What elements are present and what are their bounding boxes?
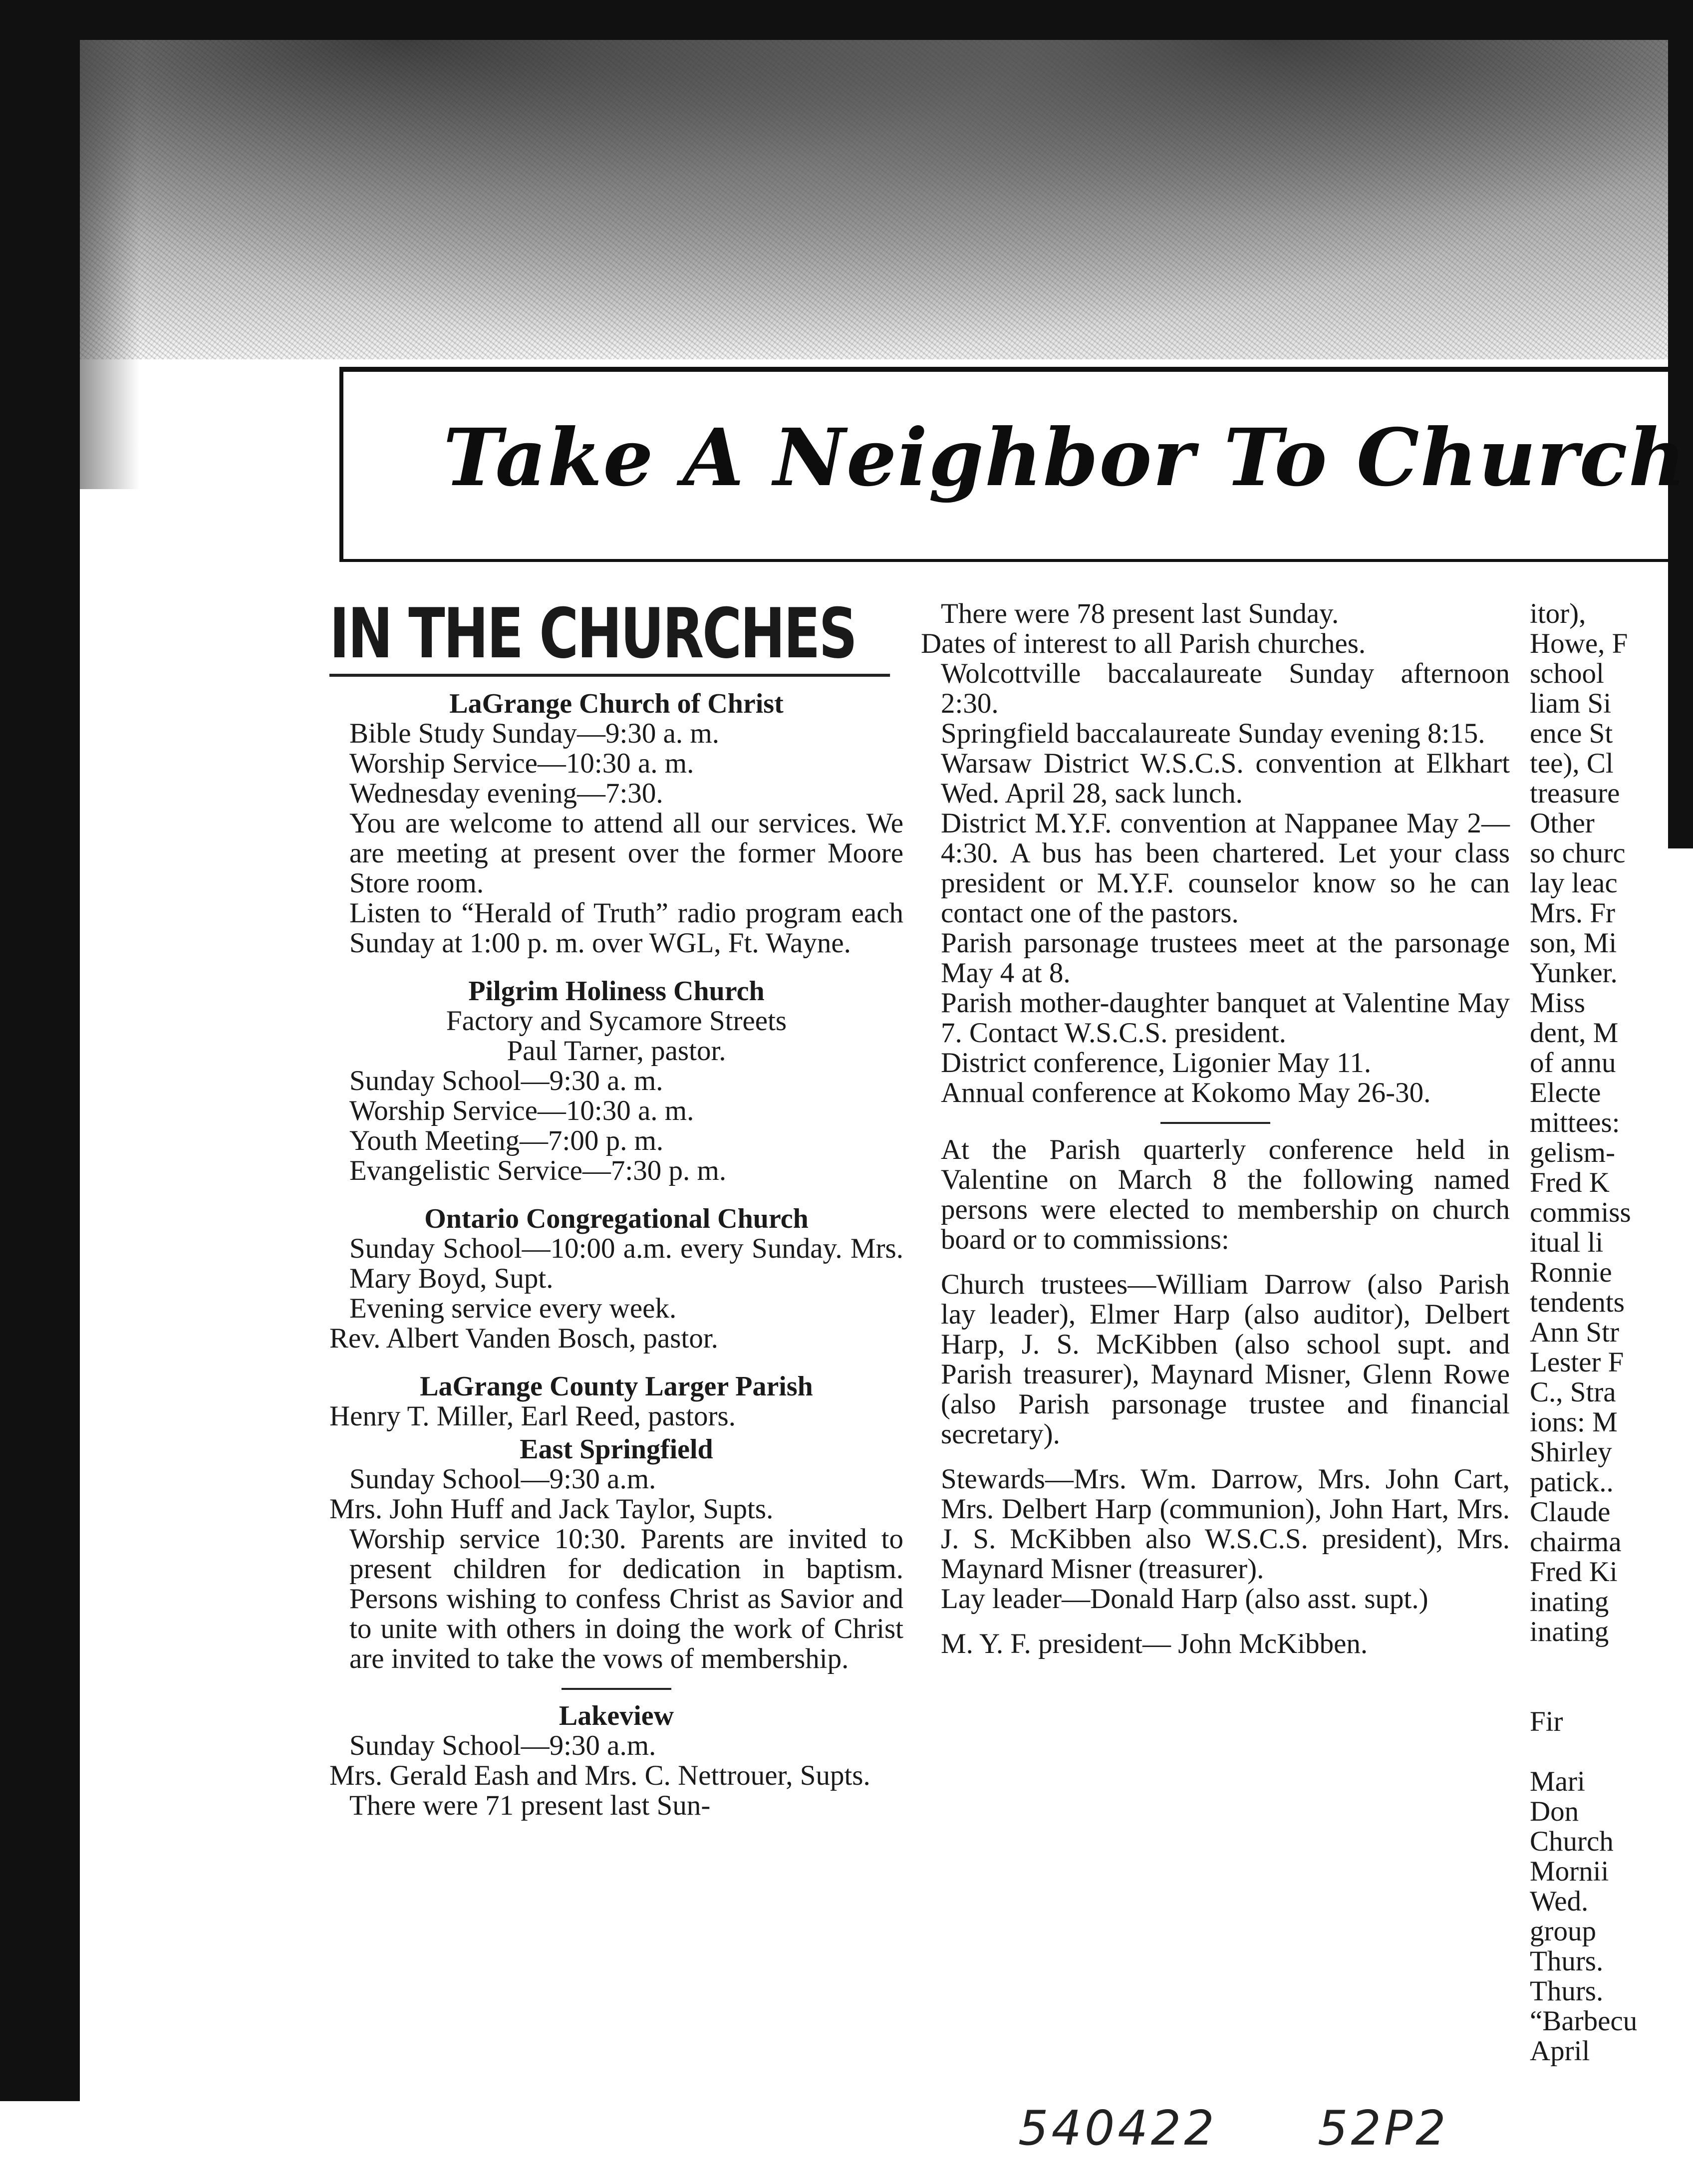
paragraph: At the Parish quarterly conference held in Valentine on March 8 the following named persons were elected to membership on church board or to commissions: [941,1134,1510,1255]
cut-line: so churc [1530,838,1626,868]
section-heading: IN THE CHURCHES [329,599,890,677]
service-line: Worship Service—10:30 a. m. [349,749,694,779]
cut-line: inating [1530,1587,1609,1617]
column-3 [1530,599,1693,2096]
church-name: LaGrange County Larger Parish [420,1371,813,1402]
cut-line: ence St [1530,719,1613,749]
cut-line [1530,1677,1693,1707]
paragraph: Lay leader—Donald Harp (also asst. supt.) [941,1583,1428,1615]
cut-line: Mrs. Fr [1530,898,1616,928]
service-line: Bible Study Sunday—9:30 a. m. [349,719,719,749]
paragraph: Worship service 10:30. Parents are invited to present children for dedication in baptism. Persons wishing to confess Christ as Savior and to unite with others in doing the work of Christ are invited to take the vows of membership. [349,1523,903,1674]
cut-line: Shirley [1530,1437,1612,1467]
church-pastor: Rev. Albert Vanden Bosch, pastor. [329,1324,718,1354]
paragraph: Parish parsonage trustees meet at the parsonage May 4 at 8. [941,927,1510,989]
paragraph: There were 78 present last Sunday. [941,598,1339,629]
paragraph: Mrs. Gerald Eash and Mrs. C. Nettrouer, Supts. [329,1760,870,1791]
church-address: Factory and Sycamore Streets [446,1005,787,1037]
paragraph: District conference, Ligonier May 11. [941,1047,1372,1079]
paragraph: Mrs. John Huff and Jack Taylor, Supts. [329,1493,774,1525]
cut-line: Fred Ki [1530,1557,1618,1587]
scan-noise [80,40,1668,359]
church-name: Lakeview [559,1700,674,1731]
cut-line: Mari [1530,1767,1585,1797]
column-2 [921,599,1510,1659]
paragraph: Stewards—Mrs. Wm. Darrow, Mrs. John Cart, Mrs. Delbert Harp (communion), John Hart, Mrs. J. S. McKibben also W.S.C.S. president), Mrs. Maynard Misner (treasurer). [941,1463,1510,1585]
cut-line: tendents [1530,1288,1625,1318]
banner-title: Take A Neighbor To Church [443,412,1687,504]
cut-line: mittees: [1530,1108,1620,1138]
cut-line: gelism- [1530,1138,1615,1168]
cut-line [1530,1647,1693,1677]
cut-line: Thurs. [1530,1976,1604,2006]
church-name: Ontario Congregational Church [424,1203,809,1234]
cut-line: Fred K [1530,1168,1610,1198]
cut-line: group [1530,1916,1596,1946]
cut-line: Ann Str [1530,1318,1619,1348]
paragraph: Springfield baccalaureate Sunday evening 8:15. [941,718,1485,749]
service-line: Wednesday evening—7:30. [349,779,663,809]
cut-line: Thurs. [1530,1946,1604,1976]
paragraph: Dates of interest to all Parish churches. [921,628,1366,659]
cut-line: Wed. [1530,1887,1589,1916]
paragraph: M. Y. F. president— John McKibben. [941,1628,1368,1659]
cut-line: Claude [1530,1497,1611,1527]
paragraph: Listen to “Herald of Truth” radio program each Sunday at 1:00 p. m. over WGL, Ft. Wayne. [349,897,903,959]
cut-line: school [1530,659,1604,689]
paragraph: Annual conference at Kokomo May 26-30. [941,1077,1431,1108]
cut-line: Church [1530,1827,1614,1857]
paragraph: Warsaw District W.S.C.S. convention at Elkhart Wed. April 28, sack lunch. [941,748,1510,809]
service-line: Sunday School—9:30 a.m. [349,1731,656,1761]
cut-line: Electe [1530,1078,1601,1108]
paragraph-cut: There were 71 present last Sun- [349,1791,711,1821]
cut-line: ions: M [1530,1407,1618,1437]
scan-border-left [0,0,80,2101]
sub-heading: East Springfield [520,1434,713,1465]
church-name: Pilgrim Holiness Church [468,976,765,1007]
service-line: Sunday School—9:30 a. m. [349,1066,663,1096]
cut-line: Fir [1530,1707,1563,1737]
paragraph: Church trustees—William Darrow (also Parish lay leader), Elmer Harp (also auditor), Delbert Harp, J. S. McKibben (also school supt. and Parish treasurer), Maynard Misner, Glenn Rowe (also Parish parsonage trustee and financial secretary). [941,1269,1510,1450]
cut-line [1530,1737,1693,1767]
paragraph: Wolcottville baccalaureate Sunday afternoon 2:30. [941,658,1510,719]
cut-line: chairma [1530,1527,1622,1557]
church-pastor: Henry T. Miller, Earl Reed, pastors. [329,1401,736,1431]
scan-border-top [80,0,1693,40]
cut-line: tee), Cl [1530,749,1614,779]
cut-line: dent, M [1530,1018,1619,1048]
cut-line: inating [1530,1617,1609,1647]
paragraph: You are welcome to attend all our services. We are meeting at present over the former Moore Store room. [349,808,903,899]
cut-line: Howe, F [1530,629,1628,659]
cut-line: son, Mi [1530,928,1617,958]
service-line: Evangelistic Service—7:30 p. m. [349,1156,727,1186]
cut-line: of annu [1530,1048,1616,1078]
cut-line: Ronnie [1530,1258,1612,1288]
cut-line: itor), [1530,599,1586,629]
service-line: Sunday School—9:30 a.m. [349,1464,656,1494]
divider [562,1688,671,1690]
column-1 [329,593,903,1821]
scan-noise-left [80,40,140,489]
cut-line: “Barbecu [1530,2006,1638,2036]
handwritten-note: 540422 [1018,2101,1217,2156]
cut-line: itual li [1530,1228,1604,1258]
cut-line: liam Si [1530,689,1612,719]
paragraph: Sunday School—10:00 a.m. every Sunday. Mrs. Mary Boyd, Supt. [349,1233,903,1294]
paragraph: Parish mother-daughter banquet at Valentine May 7. Contact W.S.C.S. president. [941,987,1510,1049]
service-line: Worship Service—10:30 a. m. [349,1096,694,1126]
cut-line: Yunker. [1530,958,1618,988]
cut-line: lay leac [1530,868,1618,898]
cut-line: C., Stra [1530,1377,1616,1407]
cut-line: Other [1530,809,1595,838]
cut-line: Mornii [1530,1857,1609,1887]
cut-line: patick.. [1530,1467,1614,1497]
service-line: Youth Meeting—7:00 p. m. [349,1126,664,1156]
divider [1160,1122,1270,1124]
handwritten-note: 52P2 [1318,2101,1449,2156]
service-line: Evening service every week. [349,1294,677,1324]
cut-line: commiss [1530,1198,1631,1228]
church-name: LaGrange Church of Christ [449,688,784,719]
banner [339,367,1691,562]
cut-line: Lester F [1530,1348,1624,1377]
cut-line: Miss [1530,988,1585,1018]
cut-line: Don [1530,1797,1579,1827]
paragraph: District M.Y.F. convention at Nappanee May 2—4:30. A bus has been chartered. Let your class president or M.Y.F. counselor know so he can contact one of the pastors. [941,808,1510,929]
cut-line: April [1530,2036,1590,2066]
church-pastor: Paul Tarner, pastor. [507,1035,726,1067]
cut-line: treasure [1530,779,1620,809]
